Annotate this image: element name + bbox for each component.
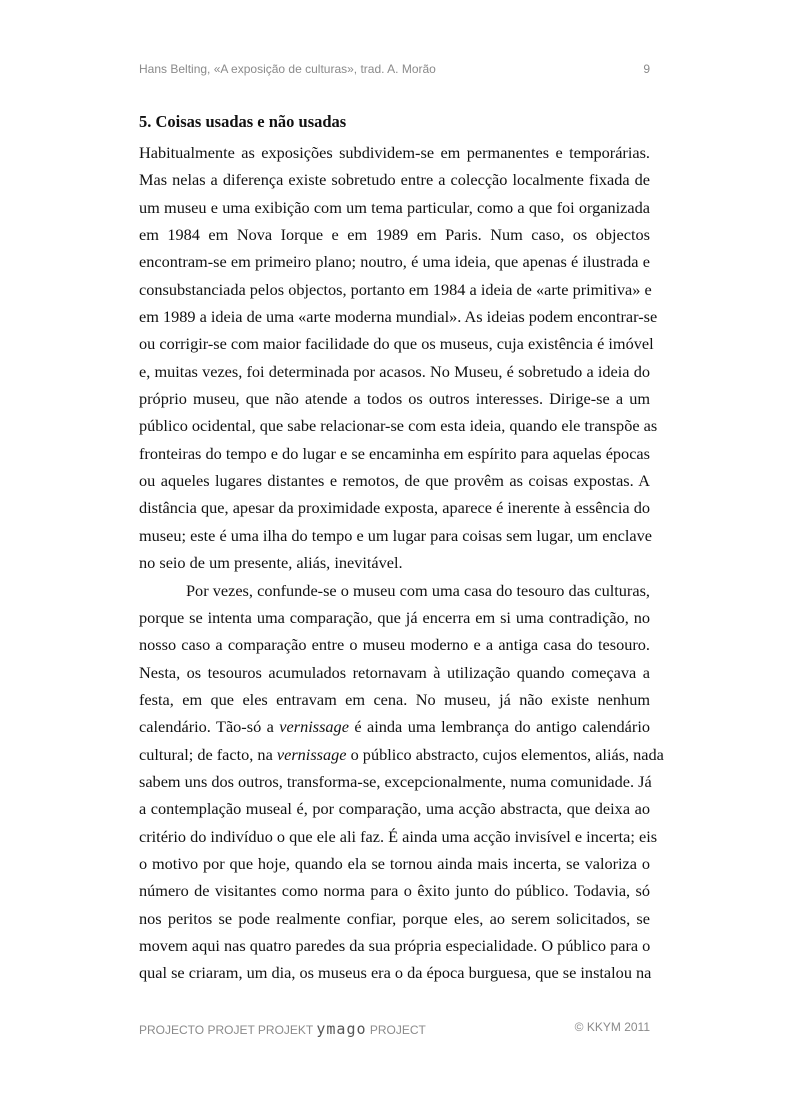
footer-project-label: PROJECTO PROJET PROJEKT — [139, 1023, 317, 1037]
italic-term: vernissage — [279, 717, 349, 737]
text-segment: é ainda uma lembrança do antigo calendário — [348, 717, 650, 737]
text-line — [139, 713, 650, 740]
text-line: em 1989 a ideia de uma «arte moderna mundial». As ideias podem encontrar-se — [139, 307, 658, 327]
running-header — [139, 62, 650, 76]
italic-term: vernissage — [276, 744, 347, 764]
text-line: consubstanciada pelos objectos, portanto em 1984 a ideia de «arte primitiva» e — [139, 279, 652, 299]
text-line: nosso caso a comparação entre o museu moderno e a antiga casa do tesouro. — [139, 635, 650, 655]
text-segment: cultural; de facto, na — [139, 744, 277, 764]
text-line: ou corrigir-se com maior facilidade do que os museus, cuja existência é imóvel — [139, 334, 654, 354]
copyright: © KKYM 2011 — [574, 1020, 650, 1034]
text-line: encontram-se em primeiro plano; noutro, é uma ideia, que apenas é ilustrada e — [139, 252, 650, 272]
text-line: um museu e uma exibição com um tema particular, como a que foi organizada — [139, 197, 650, 217]
text-line: sabem uns dos outros, transforma-se, excepcionalmente, numa comunidade. Já — [139, 771, 652, 791]
text-line: e, muitas vezes, foi determinada por acasos. No Museu, é sobretudo a ideia do — [139, 361, 650, 381]
paragraph — [139, 577, 664, 987]
text-line: movem aqui nas quatro paredes da sua própria especialidade. O público para o — [139, 935, 651, 955]
footer-project-suffix: PROJECT — [366, 1023, 426, 1037]
text-line: número de visitantes como norma para o êxito junto do público. Todavia, só — [139, 881, 650, 901]
paragraph — [139, 139, 658, 577]
text-line: museu; este é uma ilha do tempo e um lugar para coisas sem lugar, um enclave — [139, 525, 652, 545]
text-line: em 1984 em Nova Iorque e em 1989 em Paris. Num caso, os objectos — [139, 225, 650, 245]
running-title: Hans Belting, «A exposição de culturas», trad. A. Morão — [139, 62, 436, 76]
text-line: qual se criaram, um dia, os museus era o da época burguesa, que se instalou na — [139, 963, 652, 983]
text-line: no seio de um presente, aliás, inevitável. — [139, 553, 403, 573]
text-line: distância que, apesar da proximidade exposta, aparece é inerente à essência do — [139, 498, 650, 518]
text-line: ou aqueles lugares distantes e remotos, de que provêm as coisas expostas. A — [139, 471, 650, 491]
text-line: o motivo por que hoje, quando ela se tornou ainda mais incerta, se valoriza o — [139, 853, 650, 873]
text-line: público ocidental, que sabe relacionar-se com esta ideia, quando ele transpõe as — [139, 416, 658, 436]
text-line — [139, 741, 664, 768]
text-line: festa, em que eles entravam em cena. No museu, já não existe nenhum — [139, 689, 650, 709]
text-line: a contemplação museal é, por comparação, uma acção abstracta, que deixa ao — [139, 799, 650, 819]
text-line: Por vezes, confunde-se o museu com uma casa do tesouro das culturas, — [186, 580, 650, 600]
text-line: critério do indivíduo o que ele ali faz. É ainda uma acção invisível e incerta; eis — [139, 826, 658, 846]
page-number: 9 — [643, 62, 650, 76]
page-footer — [139, 1020, 650, 1038]
text-line: fronteiras do tempo e do lugar e se encaminha em espírito para aquelas épocas — [139, 443, 650, 463]
body-text — [139, 139, 664, 987]
text-segment: calendário. Tão-só a — [139, 717, 280, 737]
text-line: próprio museu, que não atende a todos os outros interesses. Dirige-se a um — [139, 389, 650, 409]
text-line: nos peritos se pode realmente confiar, porque eles, ao serem solicitados, se — [139, 908, 650, 928]
section-title: 5. Coisas usadas e não usadas — [139, 112, 347, 131]
text-line: porque se intenta uma comparação, que já encerra em si uma contradição, no — [139, 607, 650, 627]
text-segment: o público abstracto, cujos elementos, aliás, nada — [346, 744, 664, 764]
text-line: Habitualmente as exposições subdividem-se em permanentes e temporárias. — [139, 143, 650, 162]
text-line: Mas nelas a diferença existe sobretudo entre a colecção localmente fixada de — [139, 170, 650, 190]
ymago-logo: ymago — [316, 1020, 367, 1038]
text-line: Nesta, os tesouros acumulados retornavam à utilização quando começava a — [139, 662, 650, 682]
